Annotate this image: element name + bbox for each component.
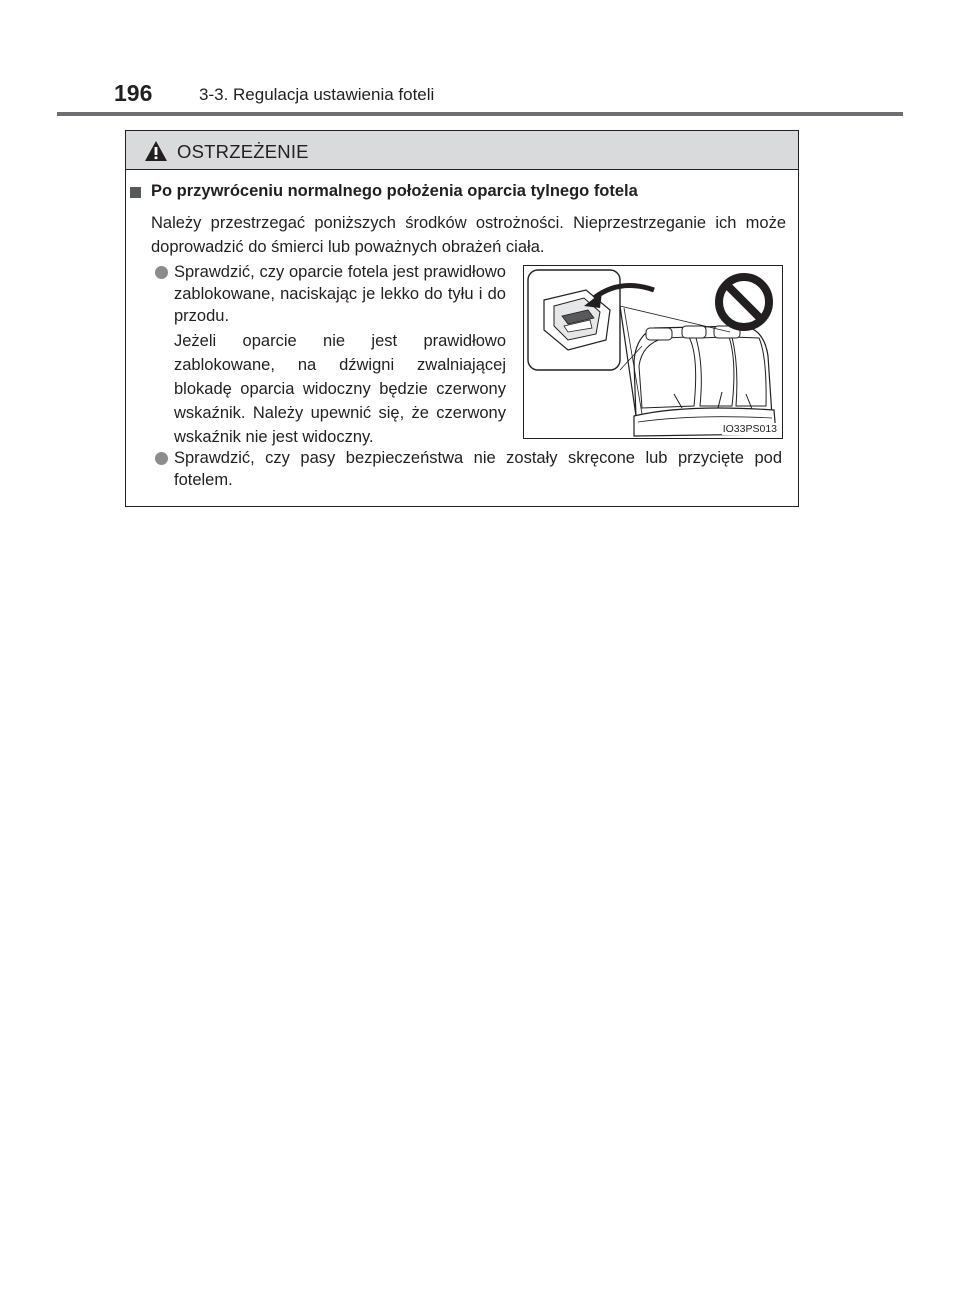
prohibition-icon (719, 277, 769, 327)
warning-box (125, 130, 799, 507)
warning-subheading: Po przywróceniu normalnego położenia oparcia tylnego fotela (151, 182, 638, 200)
rear-seat-drawing (524, 266, 782, 438)
page-header (0, 0, 960, 118)
list-item-text: Sprawdzić, czy pasy bezpieczeństwa nie zostały skręcone lub przycięte pod fotelem. (174, 449, 782, 489)
page-number: 196 (114, 80, 153, 106)
round-bullet-icon (155, 266, 168, 279)
list-item-note: Jeżeli oparcie nie jest prawidłowo zablokowane, na dźwigni zwalniającej blokadę oparcia widoczny będzie czerwony wskaźnik. Należy upewnić się, że czerwony wskaźnik nie jest widoczny. (174, 332, 506, 446)
warning-label: OSTRZEŻENIE (177, 141, 309, 162)
list-item-text: Sprawdzić, czy oparcie fotela jest prawidłowo zablokowane, naciskając je lekko do tyłu i do przodu. (174, 263, 506, 325)
warning-intro: Należy przestrzegać poniższych środków ostrożności. Nieprzestrzeganie ich może doprowadzić do śmierci lub poważnych obrażeń ciała. (151, 214, 786, 256)
warning-header (126, 131, 798, 170)
header-rule (57, 112, 903, 116)
list-item (174, 447, 782, 491)
square-bullet-icon (130, 187, 141, 198)
round-bullet-icon (155, 452, 168, 465)
warning-triangle-icon (144, 140, 168, 162)
section-title: 3-3. Regulacja ustawienia foteli (199, 85, 435, 104)
list-item (174, 261, 506, 449)
seat-illustration (523, 265, 783, 439)
figure-code: IO33PS013 (722, 423, 777, 435)
